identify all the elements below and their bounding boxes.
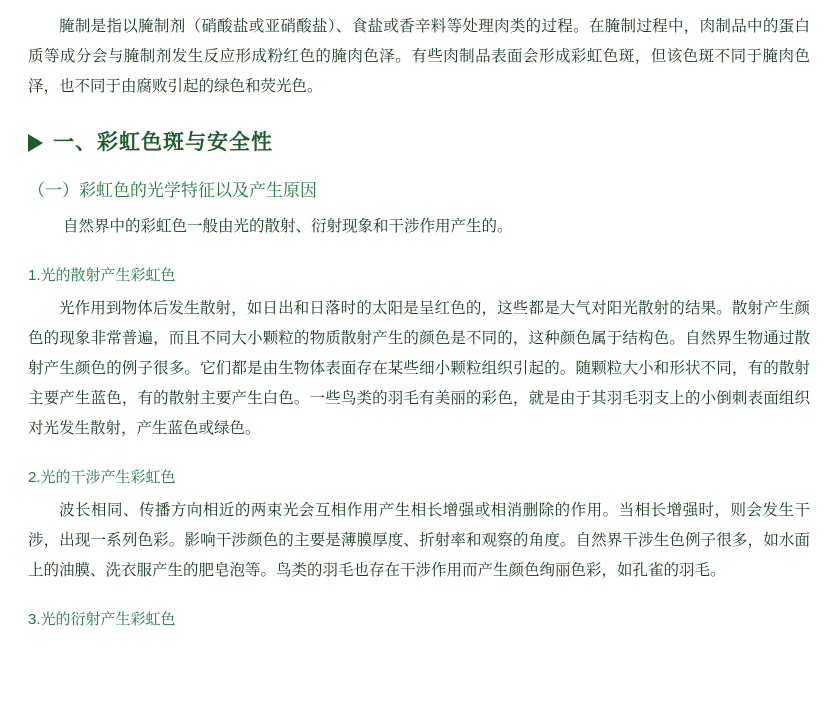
item-paragraph-scattering: 光作用到物体后发生散射，如日出和日落时的太阳是呈红色的，这些都是大气对阳光散射的结果。散射产生颜色的现象非常普遍，而且不同大小颗粒的物质散射产生的颜色是不同的，这种颜色属于结构色。自然界生物通过散射产生颜色的例子很多。它们都是由生物体表面存在某些细小颗粒组织引起的。随颗粒大小和形状不同，有的散射主要产生蓝色，有的散射主要产生白色。一些鸟类的羽毛有美丽的彩色，就是由于其羽毛羽支上的小倒刺表面组织对光发生散射，产生蓝色或绿色。 — [28, 300, 810, 437]
section-heading-1-label: 一、彩虹色斑与安全性 — [53, 131, 273, 154]
subsection-lead-paragraph: 自然界中的彩虹色一般由光的散射、衍射现象和干涉作用产生的。 — [63, 218, 513, 235]
subsection-heading-1: （一）彩虹色的光学特征以及产生原因 — [28, 181, 317, 200]
section-heading-1 — [28, 128, 810, 158]
item-heading-diffraction: 3.光的衍射产生彩虹色 — [28, 611, 176, 628]
item-heading-interference: 2.光的干涉产生彩虹色 — [28, 469, 176, 486]
intro-paragraph: 腌制是指以腌制剂（硝酸盐或亚硝酸盐）、食盐或香辛料等处理肉类的过程。在腌制过程中，肉制品中的蛋白质等成分会与腌制剂发生反应形成粉红色的腌肉色泽。有些肉制品表面会形成彩虹色斑，但该色斑不同于腌肉色泽，也不同于由腐败引起的绿色和荧光色。 — [28, 18, 810, 95]
triangle-right-icon — [28, 134, 43, 152]
item-heading-scattering: 1.光的散射产生彩虹色 — [28, 267, 176, 284]
item-paragraph-interference: 波长相同、传播方向相近的两束光会互相作用产生相长增强或相消删除的作用。当相长增强时，则会发生干涉，出现一系列色彩。影响干涉颜色的主要是薄膜厚度、折射率和观察的角度。自然界干涉生色例子很多，如水面上的油膜、洗衣服产生的肥皂泡等。鸟类的羽毛也存在干涉作用而产生颜色绚丽色彩，如孔雀的羽毛。 — [28, 502, 810, 579]
